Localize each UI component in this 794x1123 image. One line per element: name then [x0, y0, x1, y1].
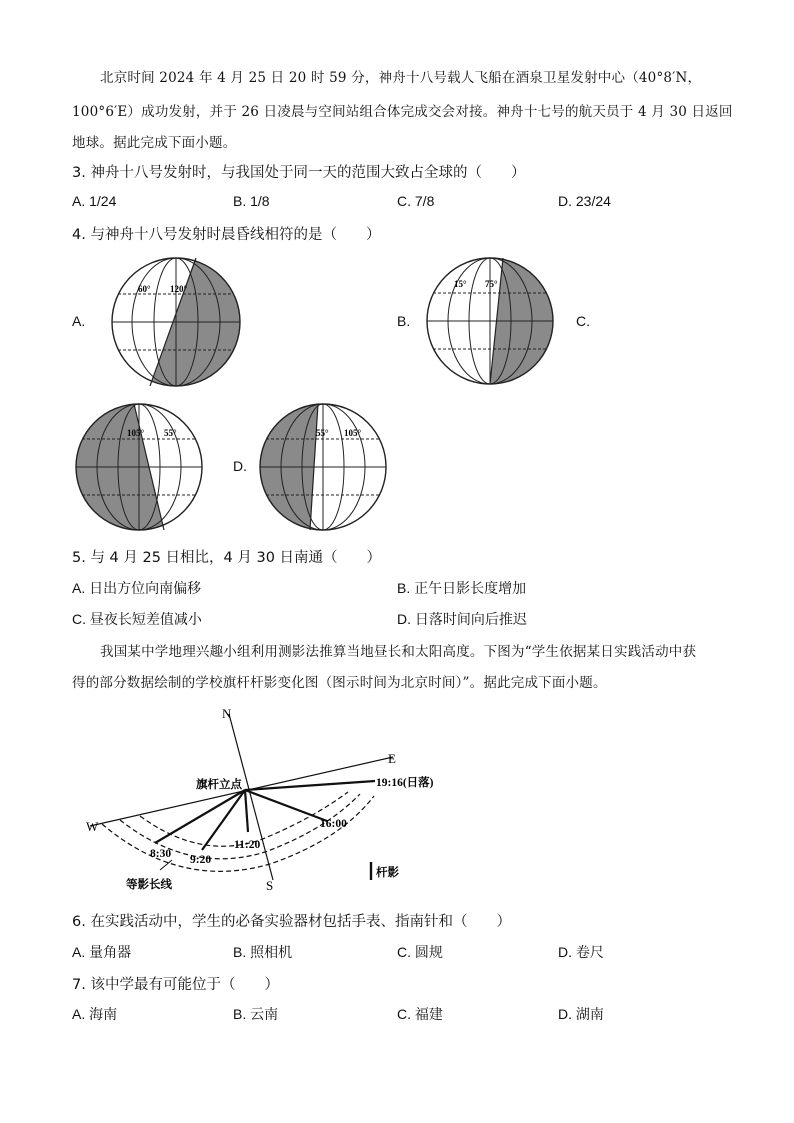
label-830: 8:30 — [150, 848, 172, 860]
globe-b — [425, 256, 555, 386]
q3-option-d[interactable]: D. 23/24 — [558, 193, 611, 209]
q3-option-b[interactable]: B. 1/8 — [233, 193, 270, 209]
q3-option-a[interactable]: A. 1/24 — [72, 193, 117, 209]
intro2-line1: 我国某中学地理兴趣小组利用测影法推算当地昼长和太阳高度。下图为“学生依据某日实践活动中获 — [100, 644, 697, 660]
globe-a-label-right: 120° — [170, 284, 188, 294]
label-1120: 11:20 — [234, 839, 261, 851]
q6-option-d[interactable]: D. 卷尺 — [558, 944, 604, 960]
shadow-1600 — [245, 790, 327, 821]
globe-b-label-left: 15° — [454, 279, 467, 289]
globe-d-label-left: 55° — [316, 428, 329, 438]
q6-option-a[interactable]: A. 量角器 — [72, 944, 132, 960]
q5-option-d[interactable]: D. 日落时间向后推迟 — [397, 611, 527, 627]
label-e: E — [388, 751, 396, 766]
q5-option-b[interactable]: B. 正午日影长度增加 — [397, 580, 527, 596]
label-920: 9:20 — [190, 854, 212, 866]
shadow-1120 — [245, 790, 248, 832]
label-n: N — [222, 706, 232, 721]
q5-stem: 5. 与 4 月 25 日相比，4 月 30 日南通（ ） — [72, 550, 382, 566]
q6-stem: 6. 在实践活动中，学生的必备实验器材包括手表、指南针和（ ） — [72, 914, 511, 930]
q4-stem: 4. 与神舟十八号发射时晨昏线相符的是（ ） — [72, 227, 381, 243]
label-legend: 杆影 — [376, 867, 399, 879]
q4-option-b[interactable]: B. — [397, 313, 411, 329]
q6-option-c[interactable]: C. 圆规 — [397, 944, 443, 960]
globe-d — [258, 402, 388, 532]
intro1-line3: 地球。据此完成下面小题。 — [72, 135, 237, 151]
label-1916: 19:16(日落) — [376, 777, 434, 789]
q5-option-a[interactable]: A. 日出方位向南偏移 — [72, 580, 202, 596]
q7-stem: 7. 该中学最有可能位于（ ） — [72, 977, 279, 993]
q7-option-d[interactable]: D. 湖南 — [558, 1006, 604, 1022]
label-pole: 旗杆立点 — [196, 779, 242, 791]
globe-a-label-left: 60° — [138, 284, 151, 294]
q7-option-a[interactable]: A. 海南 — [72, 1006, 118, 1022]
intro2-line2: 得的部分数据绘制的学校旗杆杆影变化图（图示时间为北京时间）”。据此完成下面小题。 — [72, 675, 607, 691]
globe-c-label-left: 105° — [127, 428, 145, 438]
label-1600: 16:00 — [320, 818, 347, 830]
q6-option-b[interactable]: B. 照相机 — [233, 944, 293, 960]
label-w: W — [86, 819, 99, 834]
q4-option-a[interactable]: A. — [72, 313, 86, 329]
q4-option-c[interactable]: C. — [576, 313, 590, 329]
label-s: S — [266, 878, 274, 893]
globe-c-label-right: 55° — [164, 428, 177, 438]
q5-option-c[interactable]: C. 昼夜长短差值减小 — [72, 611, 202, 627]
globe-d-label-right: 105° — [344, 428, 362, 438]
q3-option-c[interactable]: C. 7/8 — [397, 193, 435, 209]
globe-b-label-right: 75° — [485, 279, 498, 289]
shadow-830 — [155, 790, 245, 843]
shadow-1916 — [245, 781, 375, 790]
intro1-line1: 北京时间 2024 年 4 月 25 日 20 时 59 分，神舟十八号载人飞船在酒泉卫星发射中心（40°8′N， — [100, 70, 702, 86]
label-contour: 等影长线 — [126, 879, 172, 891]
flagpole-shadow-diagram — [80, 700, 520, 896]
globe-a — [110, 256, 242, 388]
globe-c — [74, 402, 204, 532]
q3-stem: 3. 神舟十八号发射时，与我国处于同一天的范围大致占全球的（ ） — [72, 165, 526, 181]
intro1-line2: 100°6′E）成功发射，并于 26 日凌晨与空间站组合体完成交会对接。神舟十七号的航天员于 4 月 30 日返回 — [72, 104, 733, 120]
q7-option-b[interactable]: B. 云南 — [233, 1006, 279, 1022]
q7-option-c[interactable]: C. 福建 — [397, 1006, 443, 1022]
q4-option-d[interactable]: D. — [233, 458, 247, 474]
